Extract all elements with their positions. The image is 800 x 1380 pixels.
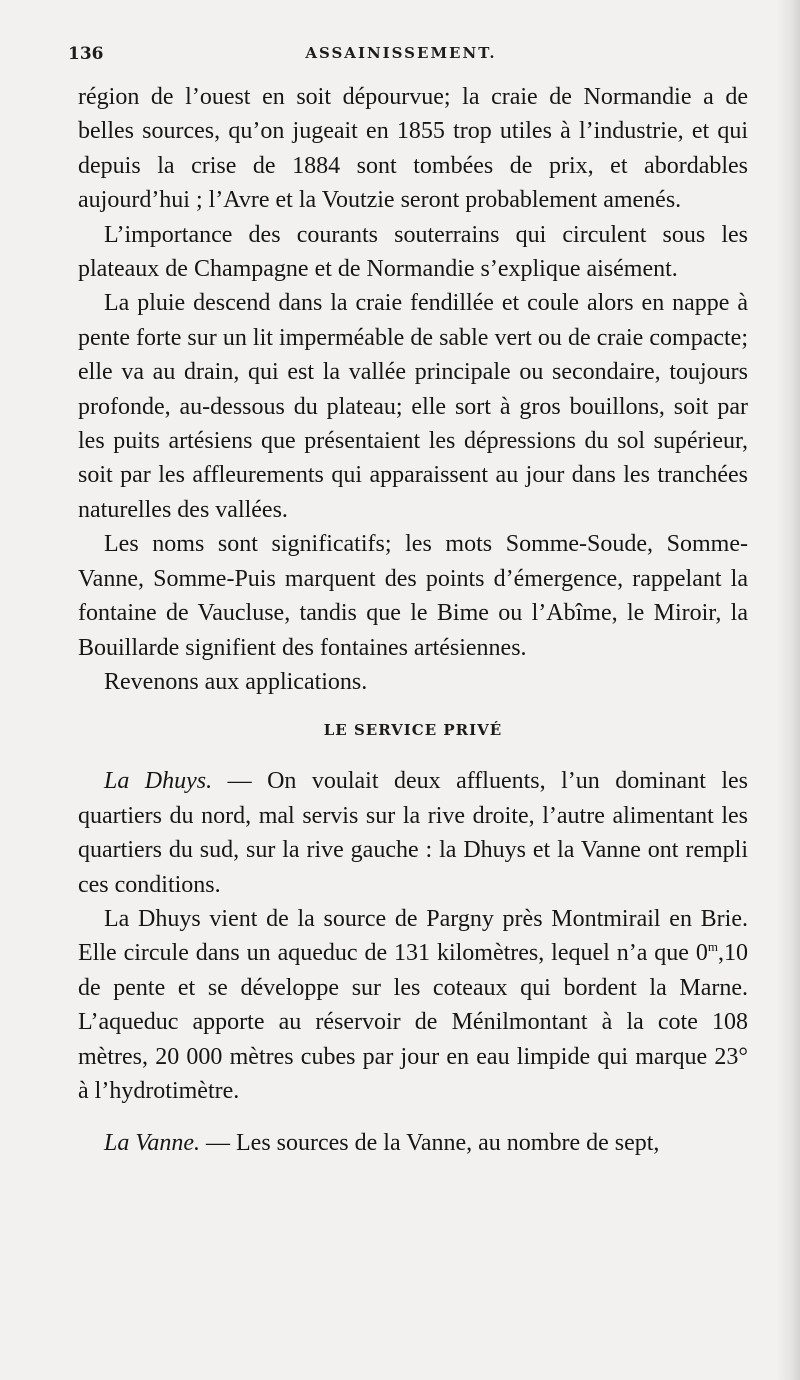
paragraph-dhuys-detail: [78, 902, 748, 1108]
vanne-run-in-label: La Vanne.: [104, 1130, 200, 1157]
meter-unit-superscript: m: [707, 939, 718, 955]
paragraph-dhuys: [78, 764, 748, 902]
paragraph-underground-currents: L’importance des courants souterrains qui circulent sous les plateaux de Champagne et de Normandie s’explique aisément.: [78, 221, 748, 283]
dhuys-text: — On voulait deux affluents, l’un dominant les quartiers du nord, mal servis sur la rive droite, l’autre alimentant les quartiers du sud, sur la rive gauche : la Dhuys et la Vanne ont rempli ces conditions.: [78, 768, 748, 898]
running-title: ASSAINISSEMENT.: [305, 44, 497, 62]
dhuys-detail-text-start: La Dhuys vient de la source de Pargny près Montmirail en Brie. Elle circule dans un aqueduc de 131 kilomètres, lequel n’a que 0: [78, 905, 748, 967]
paragraph-continuation: région de l’ouest en soit dépourvue; la craie de Normandie a de belles sources, qu’on jugeait en 1855 trop utiles à l’industrie, et qui depuis la crise de 1884 sont tombées de prix, et abordables aujourd’hui ; l’Avre et la Voutzie seront probablement amenés.: [78, 84, 748, 214]
dhuys-run-in-label: La Dhuys.: [104, 768, 213, 795]
dhuys-detail-text-end: ,10 de pente et se développe sur les coteaux qui bordent la Marne. L’aqueduc apporte au réservoir de Ménilmontant à la cote 108 mètres, 20 000 mètres cubes par jour en eau limpide qui marque 23° à l’hydrotimètre.: [78, 940, 748, 1104]
page-header: [66, 40, 736, 70]
page-number: 136: [68, 44, 104, 64]
paragraph-applications: Revenons aux applications.: [104, 668, 368, 695]
page-edge-shadow: [776, 0, 800, 1380]
vanne-text: — Les sources de la Vanne, au nombre de sept,: [200, 1130, 660, 1157]
body-text: [78, 80, 748, 1161]
paragraph-vanne: [78, 1126, 748, 1160]
paragraph-place-names: Les noms sont significatifs; les mots Somme-Soude, Somme-Vanne, Somme-Puis marquent des points d’émergence, rappelant la fontaine de Vaucluse, tandis que le Bime ou l’Abîme, le Miroir, la Bouillarde signifient des fontaines artésiennes.: [78, 531, 748, 661]
section-heading: LE SERVICE PRIVÉ: [323, 721, 503, 740]
paragraph-rain-descent: La pluie descend dans la craie fendillée et coule alors en nappe à pente forte sur un lit imperméable de sable vert ou de craie compacte; elle va au drain, qui est la vallée principale ou secondaire, toujours profonde, au-dessous du plateau; elle sort à gros bouillons, soit par les puits artésiens que présentaient les dépressions du sol supérieur, soit par les affleurements qui apparaissent au jour dans les tranchées naturelles des vallées.: [78, 290, 748, 523]
